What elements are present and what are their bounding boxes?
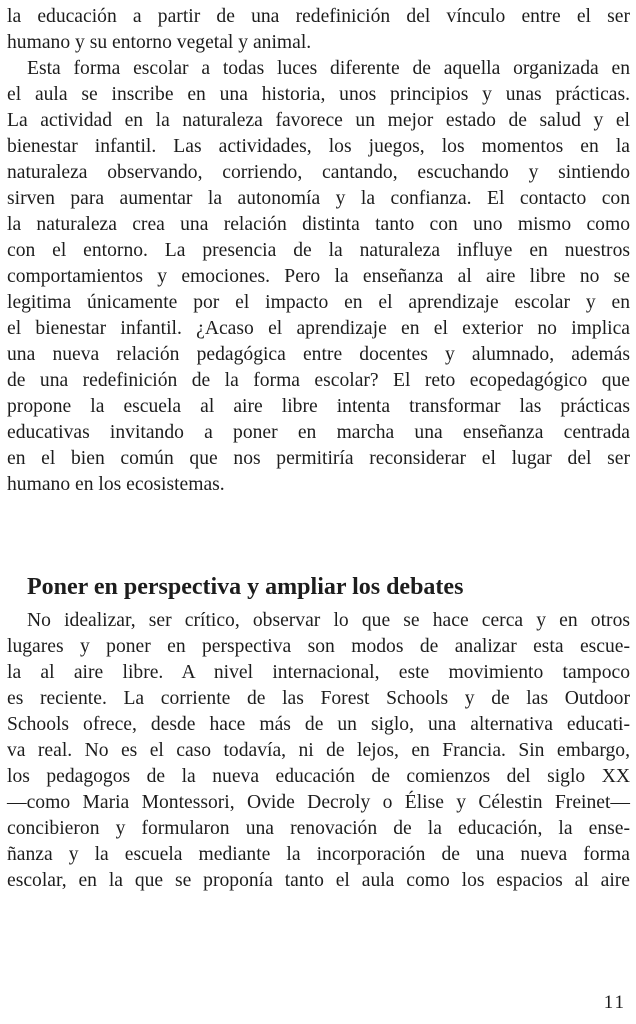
text-line: ñanza y la escuela mediante la incorporación de una nueva forma [7, 843, 630, 865]
paragraph [7, 608, 630, 894]
text-line: bienestar infantil. Las actividades, los juegos, los momentos en la [7, 136, 630, 157]
text-line: con el entorno. La presencia de la naturaleza influye en nuestros [7, 240, 630, 261]
text-line: propone la escuela al aire libre intenta transformar las prácticas [7, 396, 630, 417]
text-line: educativas invitando a poner en marcha una enseñanza centrada [7, 422, 630, 443]
text-line: el bienestar infantil. ¿Acaso el aprendizaje en el exterior no implica [7, 318, 630, 339]
text-line: humano en los ecosistemas. [7, 474, 225, 495]
text-line: en el bien común que nos permitiría reconsiderar el lugar del ser [7, 448, 630, 469]
text-line: legitima únicamente por el impacto en el aprendizaje escolar y en [7, 292, 630, 313]
text-line: naturaleza observando, corriendo, cantando, escuchando y sintiendo [7, 162, 630, 183]
text-line: sirven para aumentar la autonomía y la confianza. El contacto con [7, 188, 630, 209]
text-line: Esta forma escolar a todas luces diferente de aquella organizada en [27, 58, 630, 79]
text-line: la al aire libre. A nivel internacional, este movimiento tampoco [7, 661, 630, 683]
text-line: de una redefinición de la forma escolar? El reto ecopedagógico que [7, 370, 630, 391]
text-line: es reciente. La corriente de las Forest Schools y de las Outdoor [7, 687, 630, 709]
section-spacer [7, 498, 630, 550]
text-line: Schools ofrece, desde hace más de un siglo, una alternativa educati- [7, 713, 630, 735]
text-line: la educación a partir de una redefinición del vínculo entre el ser [7, 6, 630, 27]
text-line: una nueva relación pedagógica entre docentes y alumnado, además [7, 344, 630, 365]
text-line: escolar, en la que se proponía tanto el aula como los espacios al aire [7, 869, 630, 891]
text-line: humano y su entorno vegetal y animal. [7, 32, 312, 53]
text-line: La actividad en la naturaleza favorece un mejor estado de salud y el [7, 110, 630, 131]
text-line: lugares y poner en perspectiva son modos de analizar esta escue- [7, 635, 630, 657]
paragraph [7, 56, 630, 498]
text-line: el aula se inscribe en una historia, unos principios y unas prácticas. [7, 84, 630, 105]
page-number: 11 [603, 992, 626, 1013]
text-line: va real. No es el caso todavía, ni de lejos, en Francia. Sin embargo, [7, 739, 630, 761]
text-line: los pedagogos de la nueva educación de comienzos del siglo XX [7, 765, 630, 787]
text-line: concibieron y formularon una renovación de la educación, la ense- [7, 817, 630, 839]
paragraph [7, 4, 630, 56]
text-line: No idealizar, ser crítico, observar lo que se hace cerca y en otros [27, 609, 630, 631]
text-line: comportamientos y emociones. Pero la enseñanza al aire libre no se [7, 266, 630, 287]
text-line: —como Maria Montessori, Ovide Decroly o Élise y Célestin Freinet— [7, 791, 630, 813]
section-heading: Poner en perspectiva y ampliar los debates [27, 573, 464, 600]
text-line: la naturaleza crea una relación distinta tanto con uno mismo como [7, 214, 630, 235]
page-body [7, 4, 630, 894]
